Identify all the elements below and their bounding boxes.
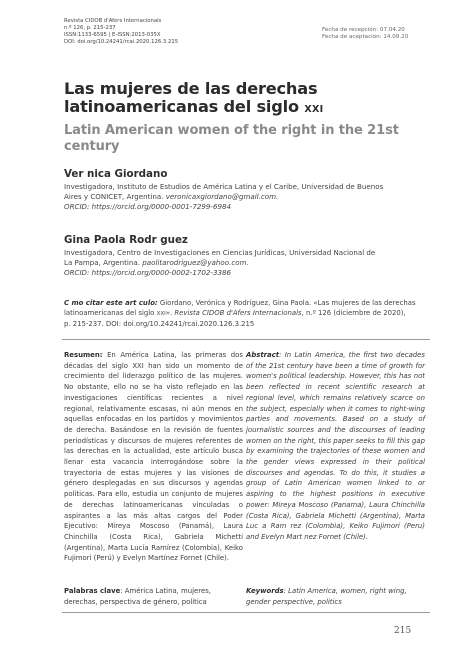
citation-text-2e: , n.º 126 (diciembre de 2020),: [301, 309, 406, 317]
keywords-en-text: : Latin America, women, right wing, gender perspective, politics: [246, 587, 407, 606]
citation-line-2: [64, 308, 428, 319]
citation-block: [64, 298, 428, 329]
author-2-affiliation-2: [64, 258, 424, 268]
citation-century: XXI: [156, 311, 166, 317]
abstract-label: Abstract: [246, 351, 280, 359]
keywords-es-text: : América Latina, mujeres, derechas, perspectiva de género, política: [64, 587, 211, 606]
abstract-text: : In Latin America, the first two decades of the 21st century have been a time of growth for women's political leadership. However, this has not been reflected in recent scientific research at regional level, which remains relatively scarce on the subject, especially when it comes to right-wing parties and movements. Based on a study of journalistic sources and the discourses of leading women on the right, this paper seeks to fill this gap by examining the trajectories of these women and the gender views expressed in their political discourses and agendas. To do this, it studies a group of Latin American women linked to or aspiring to the highest positions in executive power: Mireya Moscoso (Panama), Laura Chinchilla (Costa Rica), Gabriela Michetti (Argentina), Marta Luc a Ram rez (Colombia), Keiko Fujimori (Peru) and Evelyn Mart nez Fornet (Chile).: [246, 351, 425, 541]
author-2: [64, 234, 424, 278]
dates-block: [322, 27, 408, 41]
accepted-label: Fecha de aceptación:: [322, 34, 382, 40]
author-1-affiliation-1: Investigadora, Instituto de Estudios de América Latina y el Caribe, Universidad de Buenos: [64, 182, 384, 191]
received-value: 07.04.20: [379, 27, 405, 33]
divider-bottom: [62, 612, 430, 613]
author-2-orcid[interactable]: ORCID: https://orcid.org/0000-0002-1702-3386: [64, 268, 232, 277]
citation-label: C mo citar este art culo:: [64, 299, 158, 307]
author-1-email[interactable]: veronicaxgiordano@gmail.com.: [165, 192, 279, 201]
article-title: [64, 80, 424, 119]
keywords-en: [246, 586, 425, 607]
article-title-century: XXI: [304, 104, 324, 115]
journal-issue: n.º 126, p. 215-237: [64, 25, 116, 31]
keywords-es: [64, 586, 243, 607]
author-1-country: Aires y CONICET, Argentina.: [64, 192, 164, 201]
keywords-en-label: Keywords: [246, 587, 284, 595]
journal-doi: DOI: doi.org/10.24241/rcai.2020.126.3.215: [64, 39, 179, 45]
citation-line-1: [64, 298, 428, 308]
journal-issn: ISSN:1133-6595 | E-ISSN:2013-035X: [64, 32, 161, 38]
journal-info: [64, 18, 178, 46]
author-1-name: Ver nica Giordano: [64, 168, 168, 180]
citation-text-1: Giordano, Verónica y Rodríguez, Gina Paola. «Las mujeres de las derechas: [159, 299, 416, 307]
journal-name: Revista CIDOB d'Afers Internacionals: [64, 18, 162, 24]
author-1: [64, 168, 424, 212]
author-1-orcid[interactable]: ORCID: https://orcid.org/0000-0001-7299-6984: [64, 202, 232, 211]
article-title-main: Las mujeres de las derechas latinoamericanas del siglo: [64, 79, 318, 116]
abstract-column: [246, 350, 425, 543]
author-2-affiliation-1: Investigadora, Centro de Investigaciones en Ciencias Jurídicas, Universidad Nacional de: [64, 248, 376, 257]
citation-text-2c: ».: [165, 309, 173, 317]
page-number: 215: [394, 626, 412, 636]
accepted-value: 14.09.20: [383, 34, 409, 40]
citation-journal: Revista CIDOB d'Afers Internacionals: [174, 309, 302, 317]
received-label: Fecha de recepción:: [322, 27, 379, 33]
keywords-es-label: Palabras clave: [64, 587, 121, 595]
author-2-name: Gina Paola Rodr guez: [64, 234, 188, 246]
author-2-country: La Pampa, Argentina.: [64, 258, 140, 267]
divider-top: [62, 339, 430, 340]
resumen-column: [64, 350, 243, 564]
citation-line-3: p. 215-237. DOI: doi.org/10.24241/rcai.2020.126.3.215: [64, 320, 255, 328]
article-subtitle: Latin American women of the right in the 21st century: [64, 123, 399, 154]
resumen-label: Resumen:: [64, 351, 103, 359]
received-date: [322, 27, 408, 34]
citation-text-2a: latinoamericanas del siglo: [64, 309, 155, 317]
resumen-text: En América Latina, las primeras dos décadas del siglo XXI han sido un momento de crecimiento del liderazgo político de las mujeres. No obstante, ello no se ha visto reflejado en las investigaciones científicas recientes a nivel regional, relativamente escasas, ni aún menos en aquellas enfocadas en los partidos y movimientos de derecha. Basándose en la revisión de fuentes periodísticas y discursos de mujeres referentes de las derechas en la actualidad, este artículo busca llenar esta vacancia interrogándose sobre la trayectoria de estas mujeres y las visiones de género desplegadas en sus discursos y agendas políticas. Para ello, estudia un conjunto de mujeres de derechas latinoamericanas vinculadas o aspirantes a las más altas cargos del Poder Ejecutivo: Mireya Moscoso (Panamá), Laura Chinchilla (Costa Rica), Gabriela Michetti (Argentina), Marta Lucía Ramírez (Colombia), Keiko Fujimori (Perú) y Evelyn Martínez Fornet (Chile).: [64, 351, 243, 563]
author-1-affiliation-2: [64, 192, 424, 202]
accepted-date: [322, 34, 408, 41]
author-2-email[interactable]: paolitarodriguez@yahoo.com.: [142, 258, 249, 267]
